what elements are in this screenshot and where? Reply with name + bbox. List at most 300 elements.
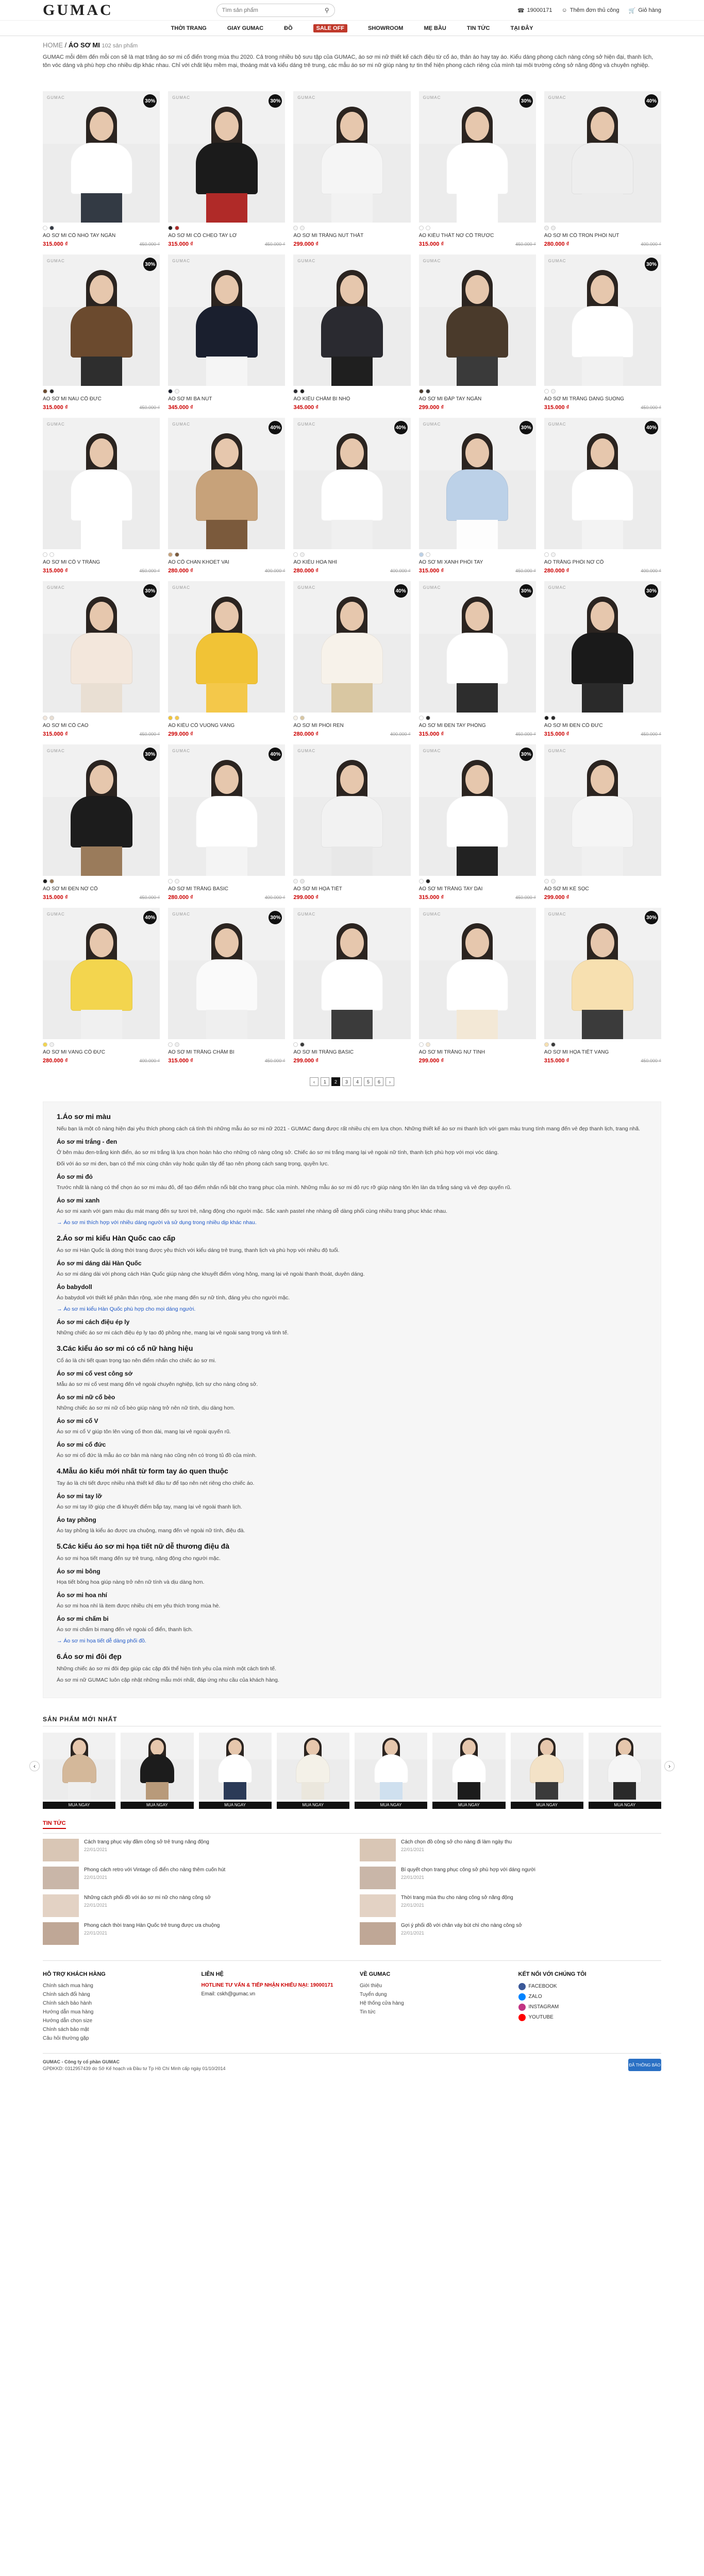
product-image[interactable]	[419, 418, 536, 549]
product-name[interactable]: ÁO SƠ MI CỔ CHÉO TAY LỠ	[168, 233, 237, 239]
page-button[interactable]: 4	[353, 1077, 362, 1086]
product-name[interactable]: ÁO SƠ MI TRẮNG CHẤM BI	[168, 1049, 234, 1055]
product-image[interactable]	[43, 255, 160, 386]
footer-link[interactable]: Chính sách mua hàng	[43, 1983, 93, 1989]
product-name[interactable]: ÁO SƠ MI HỌA TIẾT	[293, 886, 342, 892]
product-image[interactable]	[544, 581, 661, 713]
new-product-card[interactable]	[355, 1733, 427, 1809]
phone-link[interactable]	[517, 7, 552, 14]
page-button[interactable]: 3	[342, 1077, 351, 1086]
product-image[interactable]	[355, 1733, 427, 1800]
product-image[interactable]	[419, 908, 536, 1039]
model-face	[90, 438, 113, 467]
news-title-text[interactable]: Cách chọn đồ công sở cho nàng đi làm ngày thu	[401, 1839, 512, 1845]
search-icon[interactable]: ⚲	[324, 7, 329, 14]
product-card[interactable]	[419, 255, 536, 411]
product-top	[530, 1754, 564, 1783]
color-swatch[interactable]	[49, 389, 54, 394]
color-swatch[interactable]	[293, 1042, 298, 1047]
product-card[interactable]	[544, 908, 661, 1064]
buy-now-button[interactable]: MUA NGAY	[277, 1802, 349, 1809]
color-swatch[interactable]	[551, 552, 556, 557]
product-card[interactable]	[544, 255, 661, 411]
product-card[interactable]	[419, 744, 536, 901]
new-product-card[interactable]	[432, 1733, 505, 1809]
color-swatches	[544, 716, 661, 720]
original-price: 450.000 ₫	[264, 1058, 286, 1063]
news-thumbnail[interactable]	[43, 1867, 79, 1889]
product-card[interactable]	[419, 418, 536, 574]
product-image[interactable]	[293, 908, 410, 1039]
product-card[interactable]	[544, 744, 661, 901]
article-paragraph: Họa tiết bông hoa giúp nàng trở nên nữ tính và dịu dàng hơn.	[57, 1579, 205, 1585]
color-swatch[interactable]	[293, 552, 298, 557]
news-item[interactable]	[360, 1894, 661, 1917]
product-name[interactable]: ÁO SƠ MI TRẮNG BASIC	[293, 1049, 354, 1055]
new-product-card[interactable]	[277, 1733, 349, 1809]
nav-item[interactable]: MẸ BẦU	[424, 25, 446, 31]
page-button[interactable]: 5	[364, 1077, 373, 1086]
color-swatch[interactable]	[300, 1042, 305, 1047]
product-image[interactable]	[168, 908, 285, 1039]
color-swatch[interactable]	[544, 389, 549, 394]
price-row	[43, 404, 160, 411]
product-name[interactable]: ÁO SƠ MI ĐEN TAY PHỒNG	[418, 723, 486, 728]
color-swatch[interactable]	[300, 552, 305, 557]
color-swatch[interactable]	[168, 389, 173, 394]
news-item[interactable]	[43, 1922, 344, 1945]
page-title: ÁO SƠ MI	[68, 41, 100, 49]
color-swatch[interactable]	[419, 226, 424, 230]
product-image[interactable]	[544, 744, 661, 876]
product-image[interactable]	[121, 1733, 193, 1800]
cart-icon: 🛒	[628, 7, 636, 14]
new-product-card[interactable]	[589, 1733, 661, 1809]
product-image[interactable]	[589, 1733, 661, 1800]
product-card[interactable]	[43, 91, 160, 247]
footer-link[interactable]: Tin tức	[360, 2009, 376, 2015]
discount-badge: 30%	[645, 258, 658, 271]
color-swatch[interactable]	[300, 879, 305, 884]
color-swatch[interactable]	[426, 226, 430, 230]
news-item[interactable]	[43, 1867, 344, 1889]
product-card[interactable]	[293, 91, 410, 247]
article-heading: 4.Mẫu áo kiểu mới nhất từ form tay áo quen thuộc	[57, 1467, 228, 1475]
footer-link[interactable]: Hướng dẫn mua hàng	[43, 2009, 94, 2015]
product-name[interactable]: ÁO SƠ MI CỔ TRÒN PHỐI NÚT	[544, 233, 619, 239]
news-item[interactable]	[43, 1894, 344, 1917]
price-row	[544, 731, 661, 737]
logo[interactable]: GUMAC	[43, 2, 113, 19]
news-thumbnail[interactable]	[360, 1839, 396, 1861]
product-image[interactable]	[168, 418, 285, 549]
color-swatch[interactable]	[544, 226, 549, 230]
brand-watermark: GUMAC	[423, 912, 441, 917]
color-swatch[interactable]	[544, 552, 549, 557]
product-name[interactable]: ÁO KIỂU HOA NHÍ	[293, 560, 337, 565]
color-swatch[interactable]	[43, 716, 47, 720]
product-image[interactable]	[544, 255, 661, 386]
product-top	[572, 469, 633, 521]
color-swatch[interactable]	[551, 389, 556, 394]
news-title-text[interactable]: Gợi ý phối đồ với chân váy bút chì cho nàng công sở	[401, 1923, 522, 1928]
color-swatch[interactable]	[168, 1042, 173, 1047]
product-name[interactable]: ÁO SƠ MI ĐEN CỔ ĐỨC	[544, 723, 603, 728]
color-swatch[interactable]	[300, 226, 305, 230]
product-card[interactable]	[293, 418, 410, 574]
product-image[interactable]	[199, 1733, 272, 1800]
color-swatch[interactable]	[175, 879, 179, 884]
social-label: ZALO	[528, 1994, 542, 1999]
product-name[interactable]: ÁO SƠ MI HỌA TIẾT VÀNG	[544, 1049, 609, 1055]
discount-badge: 30%	[645, 911, 658, 924]
color-swatch[interactable]	[419, 389, 424, 394]
news-thumbnail[interactable]	[43, 1922, 79, 1945]
product-card[interactable]	[43, 744, 160, 901]
product-card[interactable]	[168, 418, 285, 574]
new-product-card[interactable]	[511, 1733, 583, 1809]
color-swatch[interactable]	[168, 226, 173, 230]
product-bottom	[81, 846, 122, 876]
product-image[interactable]	[293, 744, 410, 876]
page-button[interactable]: 2	[331, 1077, 340, 1086]
product-name[interactable]: ÁO SƠ MI TRẮNG NÚT THẮT	[293, 233, 364, 239]
product-name[interactable]: ÁO SƠ MI TRẮNG NỮ TÍNH	[418, 1049, 485, 1055]
search-input[interactable]	[222, 7, 325, 13]
product-bottom	[206, 193, 247, 223]
color-swatch[interactable]	[551, 226, 556, 230]
color-swatch[interactable]	[293, 879, 298, 884]
article-subheading: Áo sơ mi trắng - đen	[57, 1138, 118, 1145]
product-image[interactable]	[419, 91, 536, 223]
news-thumbnail[interactable]	[360, 1922, 396, 1945]
product-image[interactable]	[511, 1733, 583, 1800]
product-image[interactable]	[544, 418, 661, 549]
color-swatch[interactable]	[426, 879, 430, 884]
buy-now-button[interactable]: MUA NGAY	[355, 1802, 427, 1809]
product-name[interactable]: ÁO SƠ MI CỔ CAO	[43, 723, 89, 728]
carousel-next-button[interactable]: ›	[664, 1761, 675, 1771]
news-item[interactable]	[360, 1922, 661, 1945]
model-face	[465, 112, 489, 141]
cart-link[interactable]	[629, 7, 661, 14]
product-card[interactable]	[43, 418, 160, 574]
article-subheading: Áo sơ mi chấm bi	[57, 1615, 109, 1622]
price-row	[43, 894, 160, 901]
product-name[interactable]: ÁO TRẮNG PHỐI NƠ CỔ	[544, 560, 604, 565]
social-link[interactable]	[518, 2012, 662, 2023]
buy-now-button[interactable]: MUA NGAY	[199, 1802, 272, 1809]
product-name[interactable]: ÁO KIỂU THẮT NƠ CỔ TRƯỚC	[418, 233, 494, 239]
color-swatch[interactable]	[544, 716, 549, 720]
carousel-prev-button[interactable]: ‹	[29, 1761, 40, 1771]
price-row	[544, 404, 661, 411]
product-name[interactable]: ÁO SƠ MI VÀNG CỔ ĐỨC	[43, 1049, 106, 1055]
color-swatch[interactable]	[168, 879, 173, 884]
product-image[interactable]	[419, 744, 536, 876]
color-swatch[interactable]	[419, 552, 424, 557]
news-item[interactable]	[360, 1839, 661, 1861]
color-swatches	[544, 389, 661, 394]
product-image[interactable]	[43, 908, 160, 1039]
color-swatch[interactable]	[544, 879, 549, 884]
product-image[interactable]	[43, 91, 160, 223]
page-button[interactable]: 1	[321, 1077, 329, 1086]
footer-link[interactable]: Hệ thống cửa hàng	[360, 2001, 404, 2006]
footer-link[interactable]: Chính sách đổi hàng	[43, 1992, 90, 1997]
product-name[interactable]: ÁO SƠ MI KẺ SỌC	[544, 886, 589, 892]
nav-item[interactable]: TẠI ĐÂY	[510, 25, 533, 31]
article-note: → Áo sơ mi kiểu Hàn Quốc phù hợp cho mọi dáng người.	[57, 1306, 196, 1312]
product-image[interactable]	[544, 908, 661, 1039]
product-card[interactable]	[293, 908, 410, 1064]
product-card[interactable]	[544, 91, 661, 247]
news-item[interactable]	[43, 1839, 344, 1861]
discount-badge: 30%	[519, 748, 533, 761]
nav-item[interactable]: SHOWROOM	[368, 25, 404, 31]
color-swatch[interactable]	[168, 552, 173, 557]
product-name[interactable]: ÁO SƠ MI NÂU CỔ ĐỨC	[43, 396, 102, 402]
color-swatch[interactable]	[419, 879, 424, 884]
product-bottom	[457, 1010, 498, 1039]
new-product-card[interactable]	[43, 1733, 115, 1809]
product-card[interactable]	[544, 581, 661, 737]
product-image[interactable]	[293, 418, 410, 549]
product-card[interactable]	[43, 908, 160, 1064]
product-card[interactable]	[168, 744, 285, 901]
price-row	[43, 568, 160, 574]
color-swatch[interactable]	[168, 716, 173, 720]
news-thumbnail[interactable]	[360, 1867, 396, 1889]
product-card[interactable]	[544, 418, 661, 574]
social-link[interactable]	[518, 1981, 662, 1992]
nav-item[interactable]: GIAY GUMAC	[227, 25, 264, 31]
product-image[interactable]	[43, 581, 160, 713]
product-image[interactable]	[293, 255, 410, 386]
register-link[interactable]	[562, 7, 619, 13]
article-heading: 1.Áo sơ mi màu	[57, 1112, 111, 1121]
product-card[interactable]	[43, 255, 160, 411]
color-swatch[interactable]	[426, 552, 430, 557]
product-name[interactable]: ÁO SƠ MI CỔ V TRẮNG	[43, 560, 100, 565]
footer-link[interactable]: Hướng dẫn chọn size	[43, 2018, 93, 2024]
product-top	[196, 306, 258, 358]
product-top	[374, 1754, 408, 1783]
product-name[interactable]: ÁO SƠ MI TRẮNG TAY DÀI	[418, 886, 483, 892]
product-name[interactable]: ÁO KIỂU CỔ VUÔNG VÀNG	[168, 723, 235, 728]
product-name[interactable]: ÁO SƠ MI PHỐI REN	[293, 723, 344, 728]
product-image[interactable]	[277, 1733, 349, 1800]
search-box[interactable]	[216, 4, 335, 17]
color-swatch[interactable]	[300, 716, 305, 720]
original-price: 400.000 ₫	[139, 1058, 160, 1063]
product-image[interactable]	[43, 744, 160, 876]
new-product-card[interactable]	[121, 1733, 193, 1809]
product-image[interactable]	[168, 744, 285, 876]
footer-link[interactable]: Giới thiệu	[360, 1983, 382, 1989]
color-swatch[interactable]	[426, 389, 430, 394]
news-title-text[interactable]: Phong cách retro với Vintage cổ điển cho nàng thêm cuốn hút	[84, 1867, 226, 1873]
new-product-card[interactable]	[199, 1733, 272, 1809]
color-swatches	[168, 226, 285, 230]
color-swatch[interactable]	[49, 879, 54, 884]
nav-item[interactable]: THỜI TRANG	[171, 25, 207, 31]
news-item[interactable]	[360, 1867, 661, 1889]
product-name[interactable]: ÁO SƠ MI TRẮNG BASIC	[168, 886, 228, 892]
product-top	[196, 143, 258, 194]
page-button[interactable]: ‹	[310, 1077, 319, 1086]
product-card[interactable]	[293, 744, 410, 901]
price-row	[168, 1058, 285, 1064]
news-thumbnail[interactable]	[43, 1839, 79, 1861]
product-card[interactable]	[168, 581, 285, 737]
product-image[interactable]	[168, 91, 285, 223]
product-card[interactable]	[168, 255, 285, 411]
product-image[interactable]	[43, 418, 160, 549]
color-swatch[interactable]	[175, 716, 179, 720]
product-image[interactable]	[419, 581, 536, 713]
original-price: 450.000 ₫	[139, 732, 160, 737]
color-swatch[interactable]	[551, 716, 556, 720]
page-button[interactable]: 6	[375, 1077, 383, 1086]
product-image[interactable]	[168, 581, 285, 713]
product-card[interactable]	[293, 255, 410, 411]
product-image[interactable]	[293, 91, 410, 223]
original-price: 400.000 ₫	[641, 242, 661, 247]
brand-watermark: GUMAC	[548, 95, 566, 100]
color-swatch[interactable]	[426, 1042, 430, 1047]
product-name[interactable]: ÁO SƠ MI ĐEN NƠ CỔ	[43, 886, 98, 892]
buy-now-button[interactable]: MUA NGAY	[43, 1802, 115, 1809]
product-card[interactable]	[168, 91, 285, 247]
nav-item[interactable]: TIN TỨC	[466, 25, 490, 31]
product-name[interactable]: ÁO KIỂU CHẤM BI NHỎ	[293, 396, 350, 402]
social-link[interactable]	[518, 1992, 662, 2002]
product-bottom	[206, 357, 247, 386]
product-name[interactable]: ÁO SƠ MI CỔ NHỎ TAY NGẮN	[43, 233, 116, 239]
product-top	[321, 796, 383, 848]
color-swatch[interactable]	[419, 716, 424, 720]
original-price: 400.000 ₫	[390, 732, 411, 737]
product-price: 299.000 ₫	[544, 894, 569, 901]
footer-link[interactable]: Chính sách bảo hành	[43, 2001, 92, 2006]
price-row	[43, 241, 160, 247]
product-card[interactable]	[419, 908, 536, 1064]
breadcrumb-home[interactable]: HOME	[43, 41, 63, 49]
news-title-text[interactable]: Thời trang mùa thu cho nàng công sở năng động	[401, 1895, 513, 1901]
news-title-text[interactable]: Phong cách thời trang Hàn Quốc trẻ trung được ưa chuộng	[84, 1923, 220, 1928]
color-swatch[interactable]	[551, 879, 556, 884]
color-swatch[interactable]	[293, 389, 298, 394]
contact-email[interactable]: Email: cskh@gumac.vn	[201, 1991, 256, 1997]
product-top	[71, 306, 132, 358]
social-label: INSTAGRAM	[528, 2004, 559, 2010]
news-thumbnail[interactable]	[360, 1894, 396, 1917]
color-swatch[interactable]	[551, 1042, 556, 1047]
product-top	[452, 1754, 486, 1783]
product-top	[446, 633, 508, 684]
product-card[interactable]	[419, 91, 536, 247]
hotline[interactable]: HOTLINE TƯ VẤN & TIẾP NHẬN KHIẾU NẠI: 19000171	[201, 1982, 333, 1988]
color-swatch[interactable]	[43, 1042, 47, 1047]
product-bottom	[458, 1782, 480, 1800]
buy-now-button[interactable]: MUA NGAY	[432, 1802, 505, 1809]
social-link[interactable]	[518, 2002, 662, 2012]
main-nav	[0, 21, 704, 36]
color-swatch[interactable]	[43, 552, 47, 557]
product-card[interactable]	[419, 581, 536, 737]
product-name[interactable]: ÁO SƠ MI XANH PHỐI TAY	[418, 560, 483, 565]
product-card[interactable]	[293, 581, 410, 737]
product-card[interactable]	[43, 581, 160, 737]
page-button[interactable]: ›	[385, 1077, 394, 1086]
color-swatch[interactable]	[293, 716, 298, 720]
color-swatch[interactable]	[426, 716, 430, 720]
color-swatch[interactable]	[419, 1042, 424, 1047]
product-image[interactable]	[168, 255, 285, 386]
color-swatch[interactable]	[43, 389, 47, 394]
color-swatches	[293, 716, 410, 720]
news-thumbnail[interactable]	[43, 1894, 79, 1917]
footer-link[interactable]: Chính sách bảo mật	[43, 2027, 89, 2032]
news-title-text[interactable]: Cách trang phục váy đầm công sở trẻ trung năng động	[84, 1839, 209, 1845]
price-row	[419, 894, 536, 901]
product-name[interactable]: ÁO SƠ MI BA NÚT	[168, 396, 212, 402]
color-swatch[interactable]	[175, 552, 179, 557]
color-swatches	[43, 879, 160, 884]
buy-now-button[interactable]: MUA NGAY	[121, 1802, 193, 1809]
news-title-text[interactable]: Những cách phối đồ với áo sơ mi nữ cho nàng công sở	[84, 1895, 211, 1901]
product-card[interactable]	[168, 908, 285, 1064]
product-name[interactable]: ÁO SƠ MI TRẮNG DÁNG SUÔNG	[544, 396, 624, 402]
color-swatch[interactable]	[49, 1042, 54, 1047]
model-face	[228, 1740, 242, 1755]
buy-now-button[interactable]: MUA NGAY	[589, 1802, 661, 1809]
color-swatch[interactable]	[49, 226, 54, 230]
product-name[interactable]: ÁO CỔ CHÂN KHOÉT VAI	[168, 560, 229, 565]
original-price: 450.000 ₫	[515, 732, 536, 737]
buy-now-button[interactable]: MUA NGAY	[511, 1802, 583, 1809]
color-swatch[interactable]	[293, 226, 298, 230]
product-image[interactable]	[544, 91, 661, 223]
product-price: 315.000 ₫	[43, 404, 68, 411]
color-swatch[interactable]	[43, 879, 47, 884]
product-image[interactable]	[419, 255, 536, 386]
color-swatch[interactable]	[49, 552, 54, 557]
news-title-text[interactable]: Bí quyết chọn trang phục công sở phù hợp với dáng người	[401, 1867, 535, 1873]
footer-link[interactable]: Câu hỏi thường gặp	[43, 2036, 89, 2041]
original-price: 450.000 ₫	[641, 732, 661, 737]
nav-item[interactable]: ĐỒ	[284, 25, 293, 31]
color-swatch[interactable]	[43, 226, 47, 230]
color-swatch[interactable]	[300, 389, 305, 394]
color-swatch[interactable]	[175, 389, 179, 394]
color-swatch[interactable]	[544, 1042, 549, 1047]
product-image[interactable]	[293, 581, 410, 713]
color-swatch[interactable]	[175, 226, 179, 230]
product-price: 299.000 ₫	[168, 731, 193, 737]
nav-item[interactable]: SALE OFF	[313, 24, 347, 32]
price-row	[544, 1058, 661, 1064]
footer-link[interactable]: Tuyển dụng	[360, 1992, 387, 1997]
product-price: 315.000 ₫	[418, 894, 444, 901]
color-swatch[interactable]	[49, 716, 54, 720]
color-swatch[interactable]	[175, 1042, 179, 1047]
certification-badge[interactable]: ĐÃ THÔNG BÁO	[628, 2059, 661, 2071]
product-name[interactable]: ÁO SƠ MI ĐẮP TAY NGẮN	[418, 396, 482, 402]
product-image[interactable]	[432, 1733, 505, 1800]
product-image[interactable]	[43, 1733, 115, 1800]
